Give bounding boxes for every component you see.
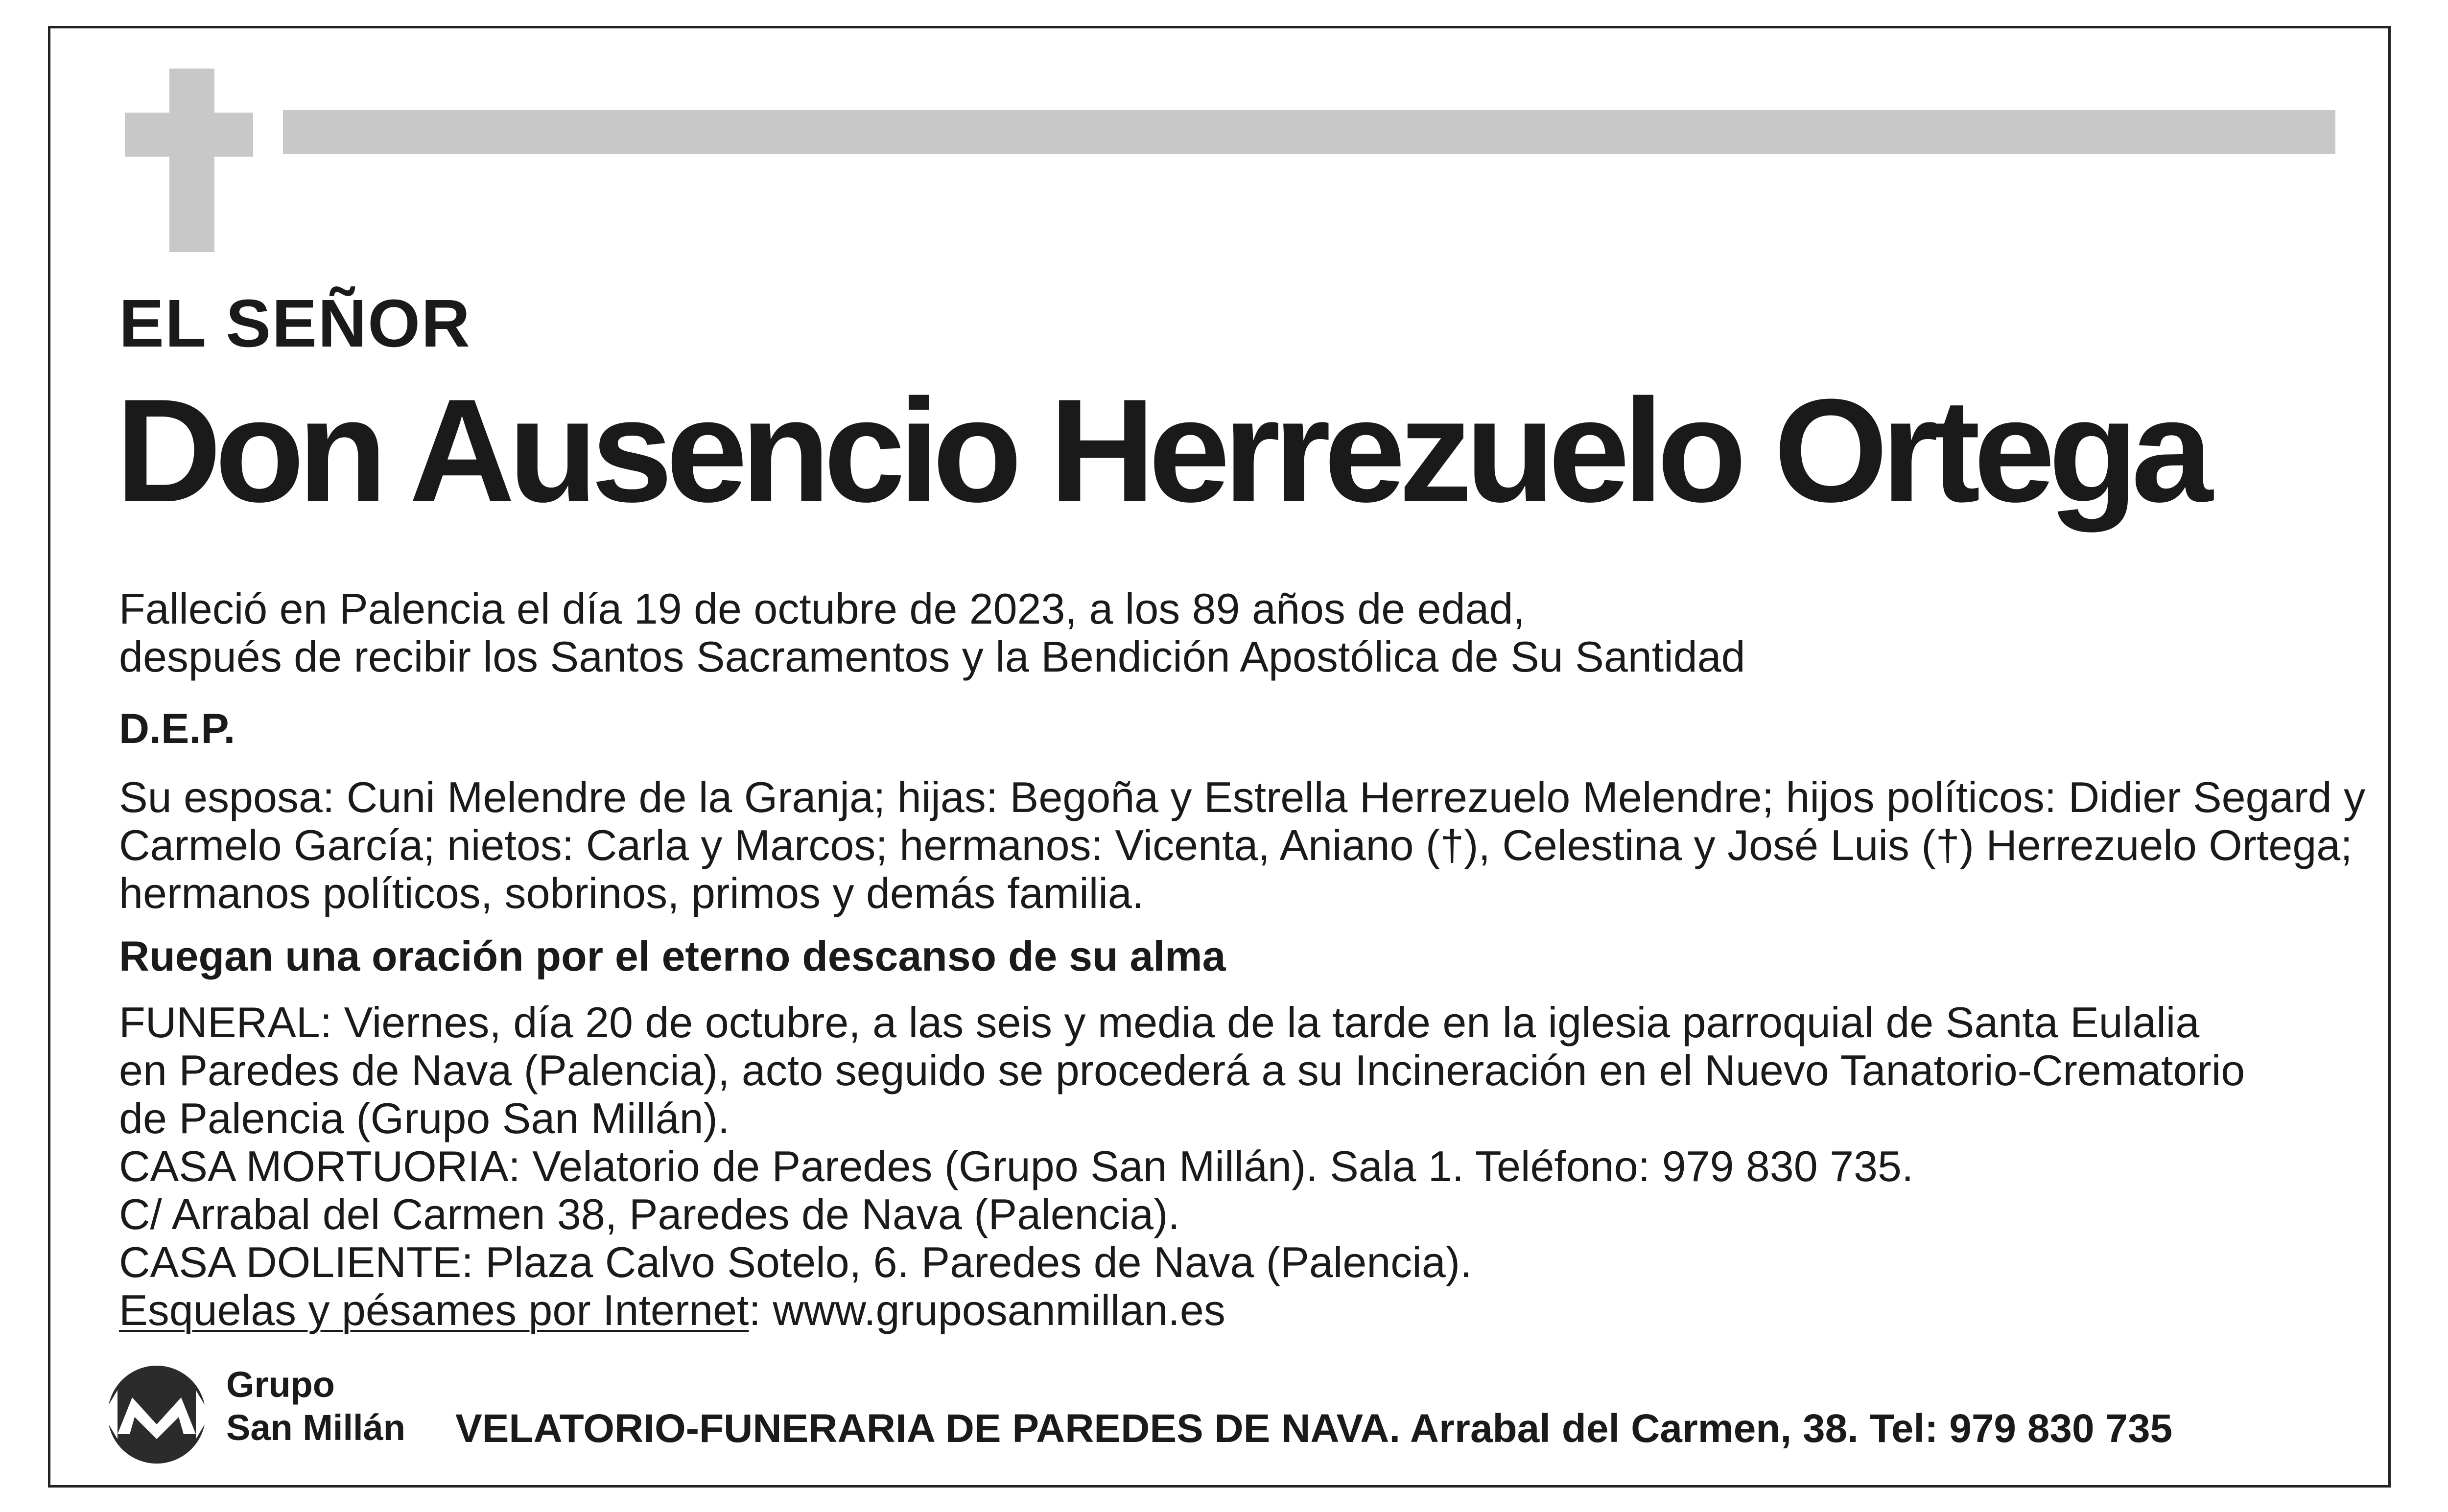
internet-separator: : bbox=[749, 1286, 773, 1334]
logo-left-notch bbox=[103, 1390, 118, 1439]
death-line-2: después de recibir los Santos Sacramentos y la Bendición Apostólica de Su Santidad bbox=[119, 632, 1745, 681]
cross-icon-horizontal bbox=[125, 113, 253, 157]
logo-right-notch bbox=[196, 1390, 211, 1439]
dep-label: D.E.P. bbox=[119, 705, 235, 752]
honorific-title: EL SEÑOR bbox=[119, 286, 471, 361]
family-list bbox=[119, 773, 2365, 917]
mortuary-line-1: CASA MORTUORIA: Velatorio de Paredes (Grupo San Millán). Sala 1. Teléfono: 979 830 735. bbox=[119, 1142, 1914, 1190]
decorative-gray-bar bbox=[283, 110, 2335, 154]
death-announcement bbox=[119, 585, 1745, 681]
internet-label: Esquelas y pésames por Internet bbox=[119, 1286, 749, 1334]
cross-icon-vertical bbox=[169, 69, 214, 252]
logo-line-2: San Millán bbox=[226, 1407, 405, 1448]
logo-line-1: Grupo bbox=[226, 1364, 335, 1405]
family-line-3: hermanos políticos, sobrinos, primos y demás familia. bbox=[119, 869, 1144, 917]
prayer-request: Ruegan una oración por el eterno descanso de su alma bbox=[119, 933, 1226, 980]
internet-line bbox=[119, 1286, 2245, 1334]
mortuary-line-2: C/ Arrabal del Carmen 38, Paredes de Nava (Palencia). bbox=[119, 1190, 1180, 1238]
death-line-1: Falleció en Palencia el día 19 de octubre de 2023, a los 89 años de edad, bbox=[119, 584, 1525, 633]
funeral-home-address: VELATORIO-FUNERARIA DE PAREDES DE NAVA. Arrabal del Carmen, 38. Tel: 979 830 735 bbox=[455, 1406, 2173, 1451]
logo-wordmark bbox=[226, 1363, 405, 1449]
family-line-2: Carmelo García; nietos: Carla y Marcos; hermanos: Vicenta, Aniano (†), Celestina y José Luis (†) Herrezuelo Ortega; bbox=[119, 821, 2353, 869]
grupo-san-millan-logo-icon bbox=[103, 1361, 211, 1468]
funeral-line-1: FUNERAL: Viernes, día 20 de octubre, a las seis y media de la tarde en la iglesia parroquial de Santa Eulalia bbox=[119, 998, 2200, 1047]
funeral-line-3: de Palencia (Grupo San Millán). bbox=[119, 1094, 730, 1142]
logo-circle bbox=[108, 1366, 206, 1464]
mourning-house-line: CASA DOLIENTE: Plaza Calvo Sotelo, 6. Paredes de Nava (Palencia). bbox=[119, 1238, 1472, 1286]
internet-url: www.gruposanmillan.es bbox=[773, 1286, 1225, 1334]
deceased-name: Don Ausencio Herrezuelo Ortega bbox=[116, 368, 2206, 533]
family-line-1: Su esposa: Cuni Melendre de la Granja; hijas: Begoña y Estrella Herrezuelo Melendre; hijos políticos: Didier Segard y bbox=[119, 773, 2366, 821]
funeral-details bbox=[119, 999, 2245, 1334]
funeral-line-2: en Paredes de Nava (Palencia), acto seguido se procederá a su Incineración en el Nuevo Tanatorio-Crematorio bbox=[119, 1046, 2245, 1094]
